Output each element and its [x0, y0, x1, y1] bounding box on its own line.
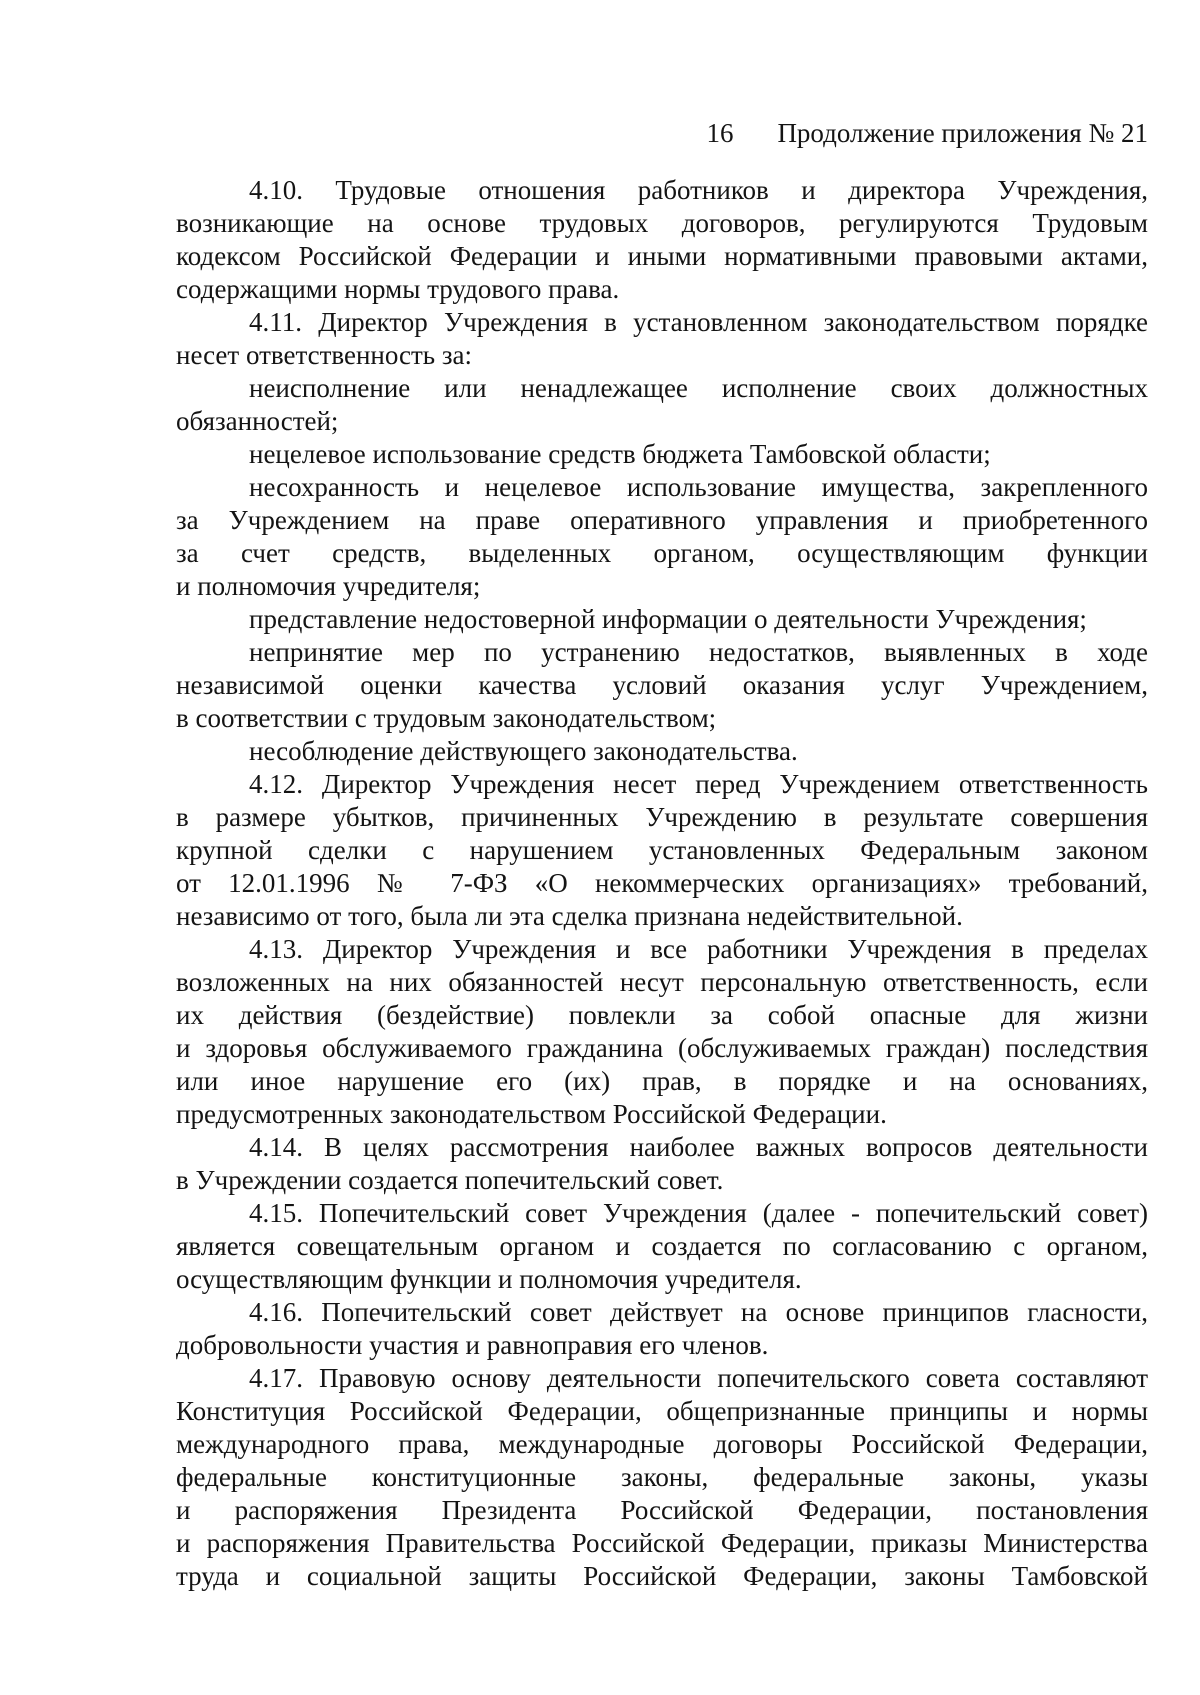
text-line: 4.17. Правовую основу деятельности попечительского совета составляют — [249, 1363, 1148, 1393]
text-line: 4.13. Директор Учреждения и все работники Учреждения в пределах — [249, 934, 1148, 964]
text-line: 4.11. Директор Учреждения в установленном законодательством порядке — [249, 307, 1148, 337]
text-line: труда и социальной защиты Российской Федерации, законы Тамбовской — [176, 1561, 1148, 1591]
document-body — [176, 174, 1148, 1593]
text-line: является совещательным органом и создается по согласованию с органом, — [176, 1231, 1148, 1261]
text-line: осуществляющим функции и полномочия учредителя. — [176, 1264, 802, 1294]
text-line: 4.12. Директор Учреждения несет перед Учреждением ответственность — [249, 769, 1148, 799]
text-line: 4.15. Попечительский совет Учреждения (далее - попечительский совет) — [249, 1198, 1148, 1228]
text-line: за счет средств, выделенных органом, осуществляющим функции — [176, 538, 1148, 568]
text-line: непринятие мер по устранению недостатков, выявленных в ходе — [249, 637, 1148, 667]
text-line: содержащими нормы трудового права. — [176, 274, 620, 304]
header-title: Продолжение приложения № 21 — [777, 118, 1148, 148]
text-line: независимой оценки качества условий оказания услуг Учреждением, — [176, 670, 1148, 700]
text-line: несоблюдение действующего законодательства. — [249, 736, 798, 766]
text-line: обязанностей; — [176, 406, 339, 436]
text-line: международного права, международные договоры Российской Федерации, — [176, 1429, 1148, 1459]
text-line: кодексом Российской Федерации и иными нормативными правовыми актами, — [176, 241, 1148, 271]
page-number: 16 — [706, 118, 734, 148]
text-line: представление недостоверной информации о деятельности Учреждения; — [249, 604, 1087, 634]
text-line: 4.14. В целях рассмотрения наиболее важных вопросов деятельности — [249, 1132, 1148, 1162]
text-line: федеральные конституционные законы, федеральные законы, указы — [176, 1462, 1148, 1492]
text-line: в размере убытков, причиненных Учреждению в результате совершения — [176, 802, 1148, 832]
text-line: крупной сделки с нарушением установленных Федеральным законом — [176, 835, 1148, 865]
text-line: 4.10. Трудовые отношения работников и директора Учреждения, — [249, 175, 1148, 205]
text-line: от 12.01.1996 № 7-ФЗ «О некоммерческих организациях» требований, — [176, 868, 1148, 898]
text-line: в соответствии с трудовым законодательством; — [176, 703, 717, 733]
text-line: и распоряжения Президента Российской Федерации, постановления — [176, 1495, 1148, 1525]
text-line: Конституция Российской Федерации, общепризнанные принципы и нормы — [176, 1396, 1148, 1426]
text-line: предусмотренных законодательством Российской Федерации. — [176, 1099, 887, 1129]
text-line: несохранность и нецелевое использование имущества, закрепленного — [249, 472, 1148, 502]
text-line: возложенных на них обязанностей несут персональную ответственность, если — [176, 967, 1148, 997]
text-line: независимо от того, была ли эта сделка признана недействительной. — [176, 901, 963, 931]
text-line: за Учреждением на праве оперативного управления и приобретенного — [176, 505, 1148, 535]
text-line: и распоряжения Правительства Российской Федерации, приказы Министерства — [176, 1528, 1148, 1558]
text-line: или иное нарушение его (их) прав, в порядке и на основаниях, — [176, 1066, 1148, 1096]
page-header — [620, 113, 1148, 153]
text-line: несет ответственность за: — [176, 340, 473, 370]
text-line: в Учреждении создается попечительский совет. — [176, 1165, 724, 1195]
text-line: нецелевое использование средств бюджета Тамбовской области; — [249, 439, 991, 469]
text-line: и здоровья обслуживаемого гражданина (обслуживаемых граждан) последствия — [176, 1033, 1148, 1063]
text-line: и полномочия учредителя; — [176, 571, 481, 601]
text-line: возникающие на основе трудовых договоров, регулируются Трудовым — [176, 208, 1148, 238]
text-line: добровольности участия и равноправия его членов. — [176, 1330, 769, 1360]
text-line: 4.16. Попечительский совет действует на основе принципов гласности, — [249, 1297, 1148, 1327]
text-line: неисполнение или ненадлежащее исполнение своих должностных — [249, 373, 1148, 403]
text-line: их действия (бездействие) повлекли за собой опасные для жизни — [176, 1000, 1148, 1030]
